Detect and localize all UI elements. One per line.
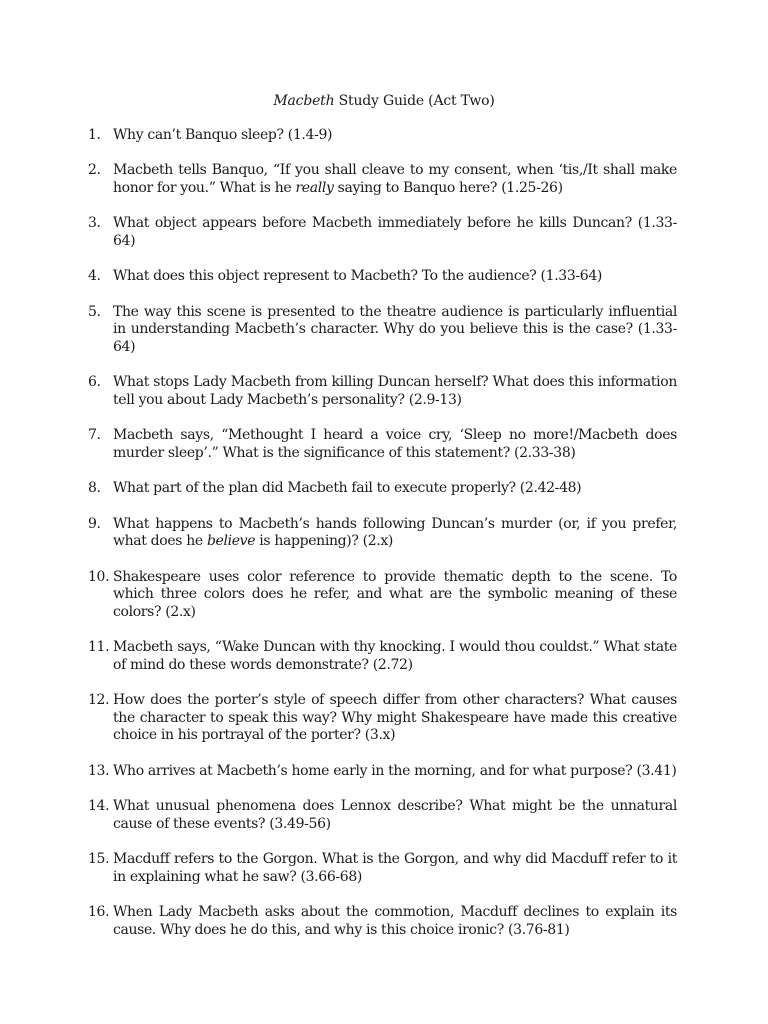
- question-number: 5.: [88, 303, 101, 320]
- question-emphasis: really: [295, 179, 334, 196]
- question-text: Why can’t Banquo sleep? (1.4-9): [113, 127, 333, 143]
- question-text: The way this scene is presented to the theatre audience is particularly influential in understanding Macbeth’s character. Why do you believe this is the case? (1.33-64): [113, 303, 677, 355]
- question-text: Who arrives at Macbeth’s home early in the morning, and for what purpose? (3.41): [113, 762, 677, 779]
- title-rest: Study Guide (Act Two): [334, 93, 495, 109]
- question-number: 13.: [88, 762, 110, 779]
- question-number: 16.: [88, 904, 110, 921]
- question-item: [88, 127, 677, 145]
- question-item: [88, 569, 677, 622]
- question-text: Macbeth says, “Wake Duncan with thy knocking. I would thou couldst.” What state of mind do these words demonstrate? (2.72): [113, 639, 677, 673]
- question-item: [88, 692, 677, 745]
- question-text: What happens to Macbeth’s hands following Duncan’s murder (or, if you prefer, what does he: [113, 515, 677, 550]
- question-text: Macbeth tells Banquo, “If you shall cleave to my consent, when ‘tis,/It shall make honor for you.” What is he: [113, 162, 677, 196]
- question-item: [88, 763, 677, 781]
- question-item: [88, 215, 677, 250]
- question-item: [88, 268, 677, 286]
- question-number: 14.: [88, 798, 110, 815]
- question-text: saying to Banquo here? (1.25-26): [333, 179, 563, 196]
- title-italic: Macbeth: [273, 93, 335, 109]
- question-item: [88, 480, 677, 498]
- question-emphasis: believe: [206, 533, 256, 550]
- question-number: 1.: [88, 127, 101, 143]
- question-number: 12.: [88, 692, 110, 709]
- question-item: [88, 516, 677, 551]
- question-number: 3.: [88, 215, 101, 232]
- question-text: is happening)? (2.x): [255, 533, 394, 550]
- question-text: What stops Lady Macbeth from killing Duncan herself? What does this information tell you about Lady Macbeth’s personality? (2.9-13): [113, 374, 677, 408]
- question-text: How does the porter’s style of speech differ from other characters? What causes the character to speak this way? Why might Shakespeare have made this creative choice in his portrayal of the porter? (3.x): [113, 692, 677, 744]
- question-item: [88, 304, 677, 357]
- question-list: [88, 127, 677, 957]
- question-text: What object appears before Macbeth immediately before he kills Duncan? (1.33-64): [113, 215, 677, 249]
- question-text: What does this object represent to Macbeth? To the audience? (1.33-64): [113, 268, 603, 285]
- question-text: Macbeth says, “Methought I heard a voice cry, ‘Sleep no more!/Macbeth does murder sleep’.” What is the significance of this statement? (2.33-38): [113, 427, 677, 461]
- question-text: What unusual phenomena does Lennox describe? What might be the unnatural cause of these events? (3.49-56): [113, 798, 677, 832]
- question-number: 8.: [88, 480, 101, 497]
- question-item: [88, 162, 677, 197]
- question-number: 11.: [88, 639, 110, 656]
- question-number: 4.: [88, 268, 101, 285]
- question-item: [88, 427, 677, 462]
- question-number: 15.: [88, 851, 110, 868]
- question-text: What part of the plan did Macbeth fail to execute properly? (2.42-48): [113, 480, 582, 497]
- question-item: [88, 798, 677, 833]
- question-text: Macduff refers to the Gorgon. What is the Gorgon, and why did Macduff refer to it in explaining what he saw? (3.66-68): [113, 851, 677, 885]
- question-text: Shakespeare uses color reference to provide thematic depth to the scene. To which three colors does he refer, and what are the symbolic meaning of these colors? (2.x): [113, 568, 677, 620]
- question-number: 9.: [88, 515, 101, 532]
- question-text: When Lady Macbeth asks about the commotion, Macduff declines to explain its cause. Why does he do this, and why is this choice ironic? (3.76-81): [113, 904, 677, 938]
- question-number: 10.: [88, 568, 110, 585]
- question-item: [88, 851, 677, 886]
- question-number: 6.: [88, 374, 101, 391]
- question-item: [88, 904, 677, 939]
- question-number: 7.: [88, 427, 101, 444]
- question-number: 2.: [88, 162, 101, 179]
- question-item: [88, 639, 677, 674]
- question-item: [88, 374, 677, 409]
- page-title: [0, 91, 768, 111]
